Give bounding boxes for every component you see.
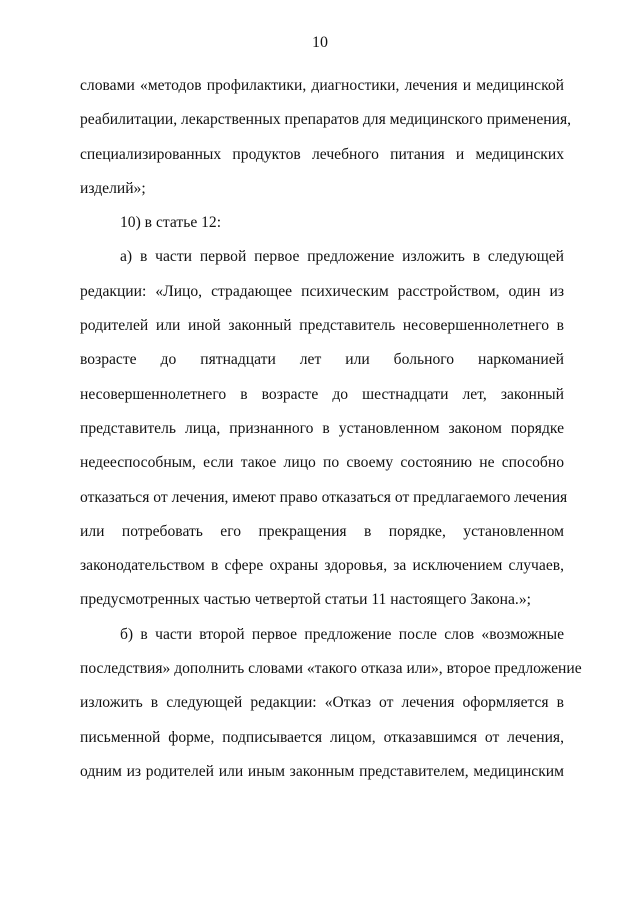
text-line: последствия» дополнить словами «такого отказа или», второе предложение <box>80 660 582 678</box>
text-line: редакции: «Лицо, страдающее психическим расстройством, один из <box>80 282 564 300</box>
text-line: реабилитации, лекарственных препаратов для медицинского применения, <box>80 111 572 129</box>
text-line: одним из родителей или иным законным представителем, медицинским <box>80 762 564 780</box>
text-line: представитель лица, признанного в установленном законом порядке <box>80 419 564 437</box>
text-line: отказаться от лечения, имеют право отказаться от предлагаемого лечения <box>80 488 568 506</box>
text-line: б) в части второй первое предложение после слов «возможные <box>120 625 564 643</box>
text-line: родителей или иной законный представитель несовершеннолетнего в <box>80 317 564 335</box>
text-line: изложить в следующей редакции: «Отказ от лечения оформляется в <box>80 694 564 712</box>
text-line: возрасте до пятнадцати лет или больного наркоманией <box>80 351 564 369</box>
text-line: письменной форме, подписывается лицом, отказавшимся от лечения, <box>80 728 564 746</box>
page-number: 10 <box>312 34 328 51</box>
text-line: изделий»; <box>80 179 146 197</box>
text-line: предусмотренных частью четвертой статьи 11 настоящего Закона.»; <box>80 591 531 609</box>
text-line: специализированных продуктов лечебного питания и медицинских <box>80 145 564 163</box>
text-line: или потребовать его прекращения в порядке, установленном <box>80 522 564 540</box>
document-body <box>80 69 582 789</box>
text-line: словами «методов профилактики, диагностики, лечения и медицинской <box>80 77 564 94</box>
text-line: несовершеннолетнего в возрасте до шестнадцати лет, законный <box>80 385 564 403</box>
text-line: недееспособным, если такое лицо по своему состоянию не способно <box>80 454 564 472</box>
text-line: а) в части первой первое предложение изложить в следующей <box>120 248 564 266</box>
text-line: законодательством в сфере охраны здоровья, за исключением случаев, <box>80 557 564 575</box>
text-line: 10) в статье 12: <box>120 214 222 232</box>
